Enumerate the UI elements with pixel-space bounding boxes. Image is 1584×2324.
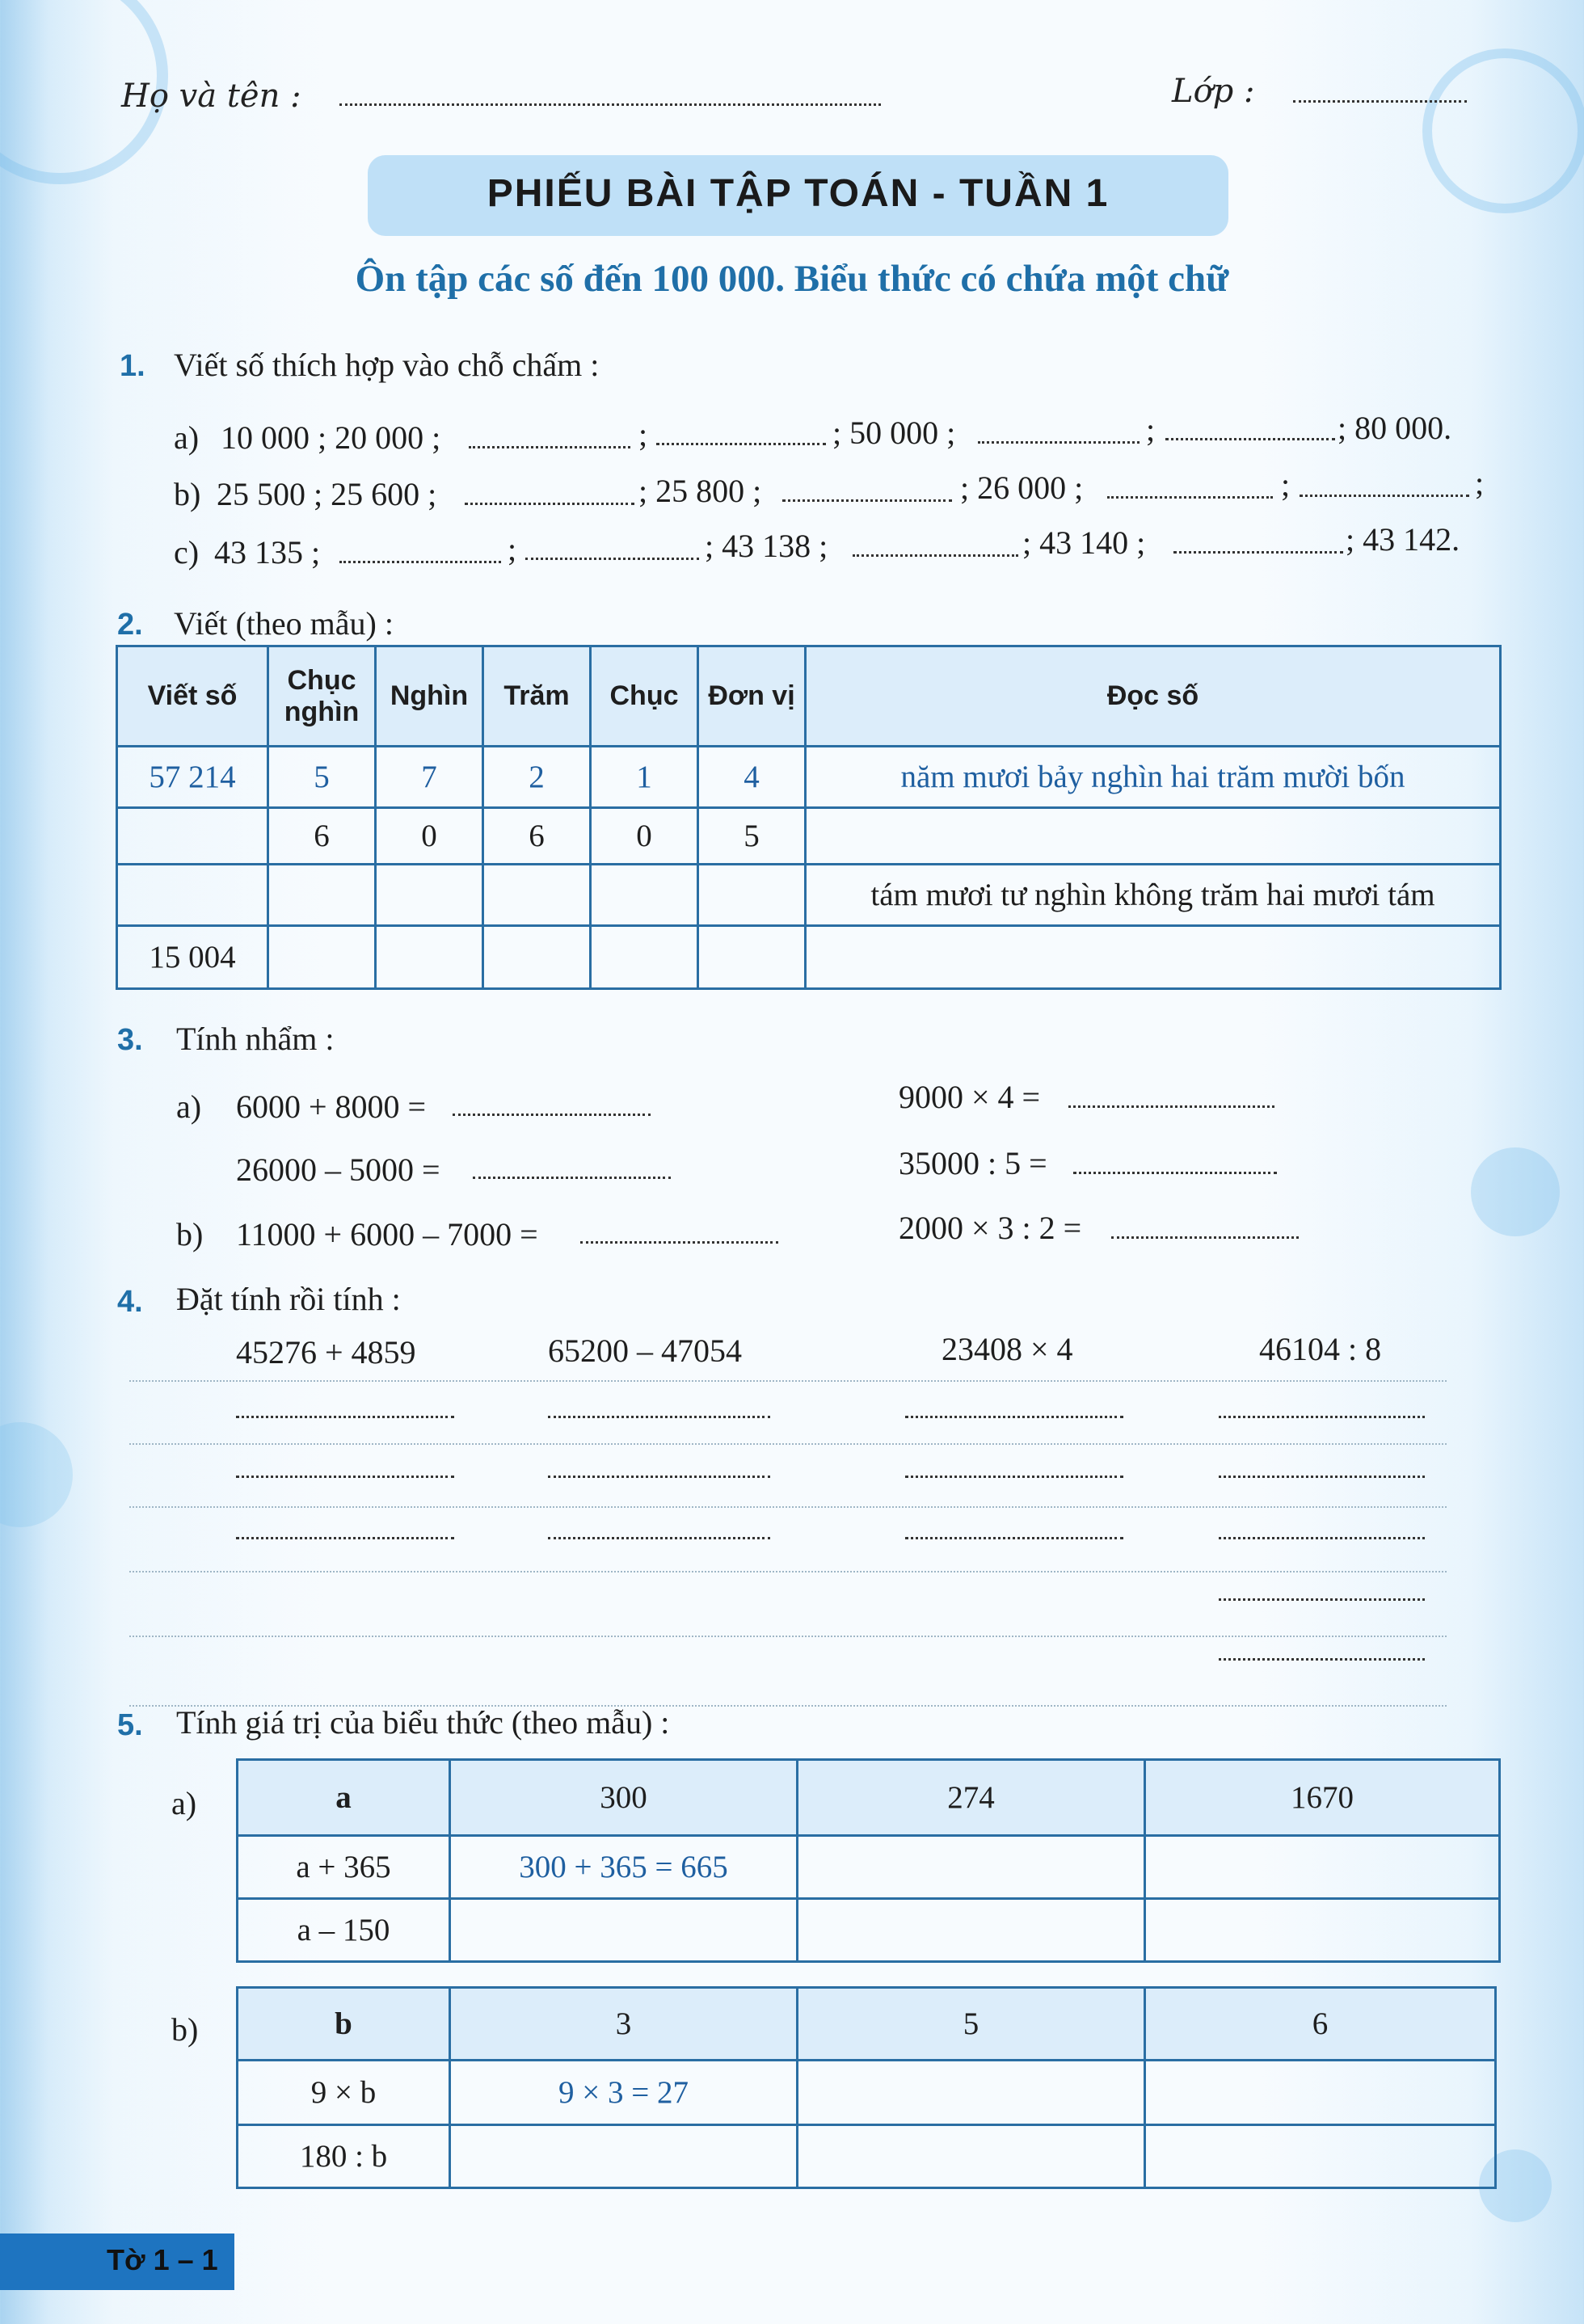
table-row: [238, 2061, 1496, 2125]
table-cell[interactable]: [698, 926, 806, 989]
table-cell: 5: [698, 808, 806, 865]
table-cell[interactable]: [1145, 2061, 1496, 2125]
q3-expr: 2000 × 3 : 2 =: [899, 1210, 1082, 1246]
table-cell: 4: [698, 747, 806, 808]
table-cell[interactable]: [1145, 2125, 1496, 2188]
table-cell[interactable]: [117, 865, 268, 926]
table-cell: 274: [798, 1760, 1145, 1836]
q4-op: 23408 × 4: [942, 1331, 1073, 1367]
table-cell[interactable]: [806, 926, 1501, 989]
q1b-mid: ; 25 800 ;: [638, 473, 762, 509]
class-label: Lớp :: [1172, 73, 1255, 110]
table-row: [238, 1836, 1500, 1899]
q3-text: Tính nhẩm :: [176, 1021, 335, 1057]
table-row: [238, 1760, 1500, 1836]
decor-circle: [0, 1422, 73, 1527]
q1b-start: 25 500 ; 25 600 ;: [217, 476, 437, 512]
page-title: PHIẾU BÀI TẬP TOÁN - TUẦN 1: [487, 172, 1110, 215]
q4-op: 65200 – 47054: [548, 1333, 742, 1369]
blank[interactable]: [469, 446, 630, 448]
table-cell[interactable]: [268, 865, 376, 926]
name-field[interactable]: [339, 103, 881, 106]
table-cell: 6: [483, 808, 591, 865]
work-line[interactable]: [1219, 1537, 1425, 1539]
blank[interactable]: [525, 558, 699, 560]
table-cell[interactable]: [450, 2125, 798, 2188]
answer-blank[interactable]: [1068, 1105, 1274, 1108]
table-cell[interactable]: [268, 926, 376, 989]
decor-circle: [1471, 1147, 1560, 1236]
q1c-start: 43 135 ;: [214, 534, 321, 570]
q3-expr: 26000 – 5000 =: [236, 1151, 440, 1188]
header-cell: Nghìn: [376, 646, 483, 747]
table-cell: a + 365: [238, 1836, 450, 1899]
table-cell: 3: [450, 1988, 798, 2061]
guide-line: [129, 1506, 1447, 1508]
header-cell: Đơn vị: [698, 646, 806, 747]
table-cell: 9 × b: [238, 2061, 450, 2125]
q2-text: Viết (theo mẫu) :: [174, 605, 394, 642]
table-cell: 9 × 3 = 27: [450, 2061, 798, 2125]
q4-op: 46104 : 8: [1259, 1331, 1382, 1367]
q3-b-label: b): [176, 1216, 204, 1253]
table-cell[interactable]: [798, 1836, 1145, 1899]
q1a-start: 10 000 ; 20 000 ;: [221, 419, 441, 456]
work-line[interactable]: [905, 1416, 1123, 1418]
q1b-sep3: ;: [1281, 466, 1291, 503]
q1-number: 1.: [120, 349, 145, 383]
q5b-label: b): [171, 2011, 199, 2048]
q1c-sep: ;: [508, 531, 517, 567]
table-cell: b: [238, 1988, 450, 2061]
subtitle: Ôn tập các số đến 100 000. Biểu thức có chứa một chữ: [355, 258, 1229, 300]
work-line[interactable]: [905, 1537, 1123, 1539]
table-cell: 5: [798, 1988, 1145, 2061]
q1b-label: b): [174, 476, 201, 512]
table-cell: 15 004: [117, 926, 268, 989]
table-cell[interactable]: [798, 1899, 1145, 1962]
table-row: [117, 865, 1501, 926]
table-cell: 6: [1145, 1988, 1496, 2061]
guide-line: [129, 1571, 1447, 1572]
table-cell[interactable]: [376, 926, 483, 989]
q4-text: Đặt tính rồi tính :: [176, 1281, 401, 1317]
table-cell: 0: [591, 808, 698, 865]
answer-blank[interactable]: [1111, 1236, 1299, 1239]
q1a-sep: ;: [638, 416, 648, 453]
table-cell: 300: [450, 1760, 798, 1836]
table-cell: tám mươi tư nghìn không trăm hai mươi tám: [806, 865, 1501, 926]
work-line[interactable]: [1219, 1476, 1425, 1478]
q1c-mid2: ; 43 140 ;: [1022, 524, 1146, 561]
q1a-sep2: ;: [1146, 411, 1156, 448]
table-cell: 1670: [1145, 1760, 1500, 1836]
work-line[interactable]: [548, 1416, 770, 1418]
table-cell: 180 : b: [238, 2125, 450, 2188]
blank[interactable]: [1165, 438, 1335, 440]
header-cell: Đọc số: [806, 646, 1501, 747]
q3-expr: 9000 × 4 =: [899, 1079, 1041, 1115]
table-row: [238, 2125, 1496, 2188]
table-row: [117, 926, 1501, 989]
table-cell[interactable]: [376, 865, 483, 926]
answer-blank[interactable]: [453, 1114, 651, 1116]
guide-line: [129, 1380, 1447, 1382]
work-line[interactable]: [236, 1416, 454, 1418]
table-cell: a – 150: [238, 1899, 450, 1962]
blank[interactable]: [339, 561, 501, 563]
q3-expr: 11000 + 6000 – 7000 =: [236, 1216, 538, 1253]
blank[interactable]: [465, 503, 634, 505]
q2-number: 2.: [117, 608, 143, 642]
answer-blank[interactable]: [1073, 1172, 1277, 1174]
answer-blank[interactable]: [473, 1177, 671, 1179]
footer-label: Tờ 1 – 1: [107, 2243, 218, 2276]
blank[interactable]: [853, 554, 1018, 557]
q3-expr: 6000 + 8000 =: [236, 1088, 427, 1125]
work-line[interactable]: [1219, 1658, 1425, 1661]
table-cell: 2: [483, 747, 591, 808]
table-cell: 57 214: [117, 747, 268, 808]
header-cell: Viết số: [117, 646, 268, 747]
q1c-label: c): [174, 534, 200, 570]
work-line[interactable]: [236, 1537, 454, 1539]
q5-text: Tính giá trị của biểu thức (theo mẫu) :: [176, 1704, 670, 1741]
table-cell: 6: [268, 808, 376, 865]
blank[interactable]: [782, 499, 952, 502]
header-cell: Chục: [591, 646, 698, 747]
answer-blank[interactable]: [580, 1241, 778, 1244]
q3-number: 3.: [117, 1023, 143, 1057]
table-cell[interactable]: [450, 1899, 798, 1962]
q5a-label: a): [171, 1785, 197, 1821]
table-cell: 1: [591, 747, 698, 808]
q1a-mid: ; 50 000 ;: [832, 415, 956, 451]
decor-circle: [1422, 48, 1584, 213]
q1c-mid: ; 43 138 ;: [705, 528, 828, 564]
table-cell: năm mươi bảy nghìn hai trăm mười bốn: [806, 747, 1501, 808]
table-cell[interactable]: [591, 926, 698, 989]
table-cell[interactable]: [1145, 1836, 1500, 1899]
place-value-table: [116, 645, 1502, 990]
work-line[interactable]: [1219, 1598, 1425, 1601]
blank[interactable]: [1173, 551, 1343, 554]
q1c-end: ; 43 142.: [1346, 521, 1460, 558]
table-cell[interactable]: [117, 808, 268, 865]
expression-table-a: [236, 1758, 1501, 1963]
q1b-end: ;: [1475, 465, 1485, 501]
table-row: [117, 747, 1501, 808]
work-line[interactable]: [905, 1476, 1123, 1478]
q1a-end: ; 80 000.: [1338, 410, 1452, 446]
q4-number: 4.: [117, 1285, 143, 1319]
table-cell[interactable]: [698, 865, 806, 926]
blank[interactable]: [656, 443, 826, 445]
table-cell[interactable]: [798, 2061, 1145, 2125]
q3-expr: 35000 : 5 =: [899, 1145, 1047, 1181]
guide-line: [129, 1636, 1447, 1637]
name-label: Họ và tên :: [121, 78, 301, 115]
table-cell: 5: [268, 747, 376, 808]
table-cell[interactable]: [483, 865, 591, 926]
table-cell[interactable]: [798, 2125, 1145, 2188]
work-line[interactable]: [1219, 1416, 1425, 1418]
table-cell[interactable]: [1145, 1899, 1500, 1962]
work-line[interactable]: [236, 1476, 454, 1478]
blank[interactable]: [978, 441, 1140, 444]
table-row: [238, 1988, 1496, 2061]
q1-text: Viết số thích hợp vào chỗ chấm :: [174, 347, 600, 383]
q4-op: 45276 + 4859: [236, 1334, 416, 1370]
blank[interactable]: [1300, 495, 1469, 497]
table-cell: a: [238, 1760, 450, 1836]
expression-table-b: [236, 1986, 1497, 2189]
table-cell: 0: [376, 808, 483, 865]
table-row: [117, 808, 1501, 865]
q1b-mid2: ; 26 000 ;: [960, 469, 1084, 506]
table-cell[interactable]: [483, 926, 591, 989]
q1a-label: a): [174, 419, 200, 456]
table-cell: 300 + 365 = 665: [450, 1836, 798, 1899]
q3-a-label: a): [176, 1088, 202, 1125]
guide-line: [129, 1443, 1447, 1445]
table-cell: 7: [376, 747, 483, 808]
work-line[interactable]: [548, 1476, 770, 1478]
table-cell[interactable]: [591, 865, 698, 926]
q5-number: 5.: [117, 1708, 143, 1742]
blank[interactable]: [1107, 496, 1273, 499]
table-cell[interactable]: [806, 808, 1501, 865]
header-cell: Chục nghìn: [268, 646, 376, 747]
class-field[interactable]: [1293, 100, 1467, 103]
header-cell: Trăm: [483, 646, 591, 747]
table-row: [238, 1899, 1500, 1962]
work-line[interactable]: [548, 1537, 770, 1539]
